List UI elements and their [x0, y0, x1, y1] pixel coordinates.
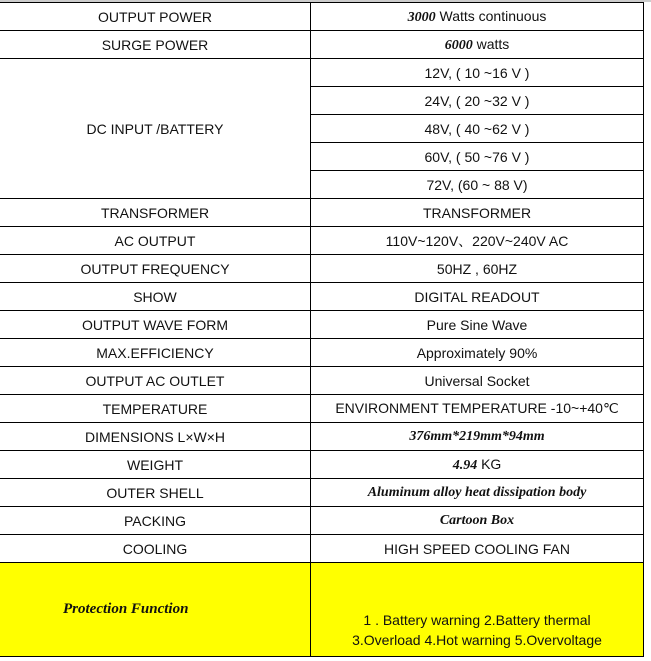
spec-label: WEIGHT — [0, 451, 311, 479]
spec-value: 6000 watts — [311, 31, 644, 59]
spec-value: Approximately 90% — [311, 339, 644, 367]
protection-row — [0, 563, 644, 657]
table-row — [0, 283, 644, 311]
spec-label: PACKING — [0, 507, 311, 535]
spec-value: 376mm*219mm*94mm — [311, 423, 644, 451]
spec-value: Universal Socket — [311, 367, 644, 395]
spec-value: 110V~120V、220V~240V AC — [311, 227, 644, 255]
spec-label: TEMPERATURE — [0, 395, 311, 423]
spec-value: 3000 Watts continuous — [311, 3, 644, 31]
spec-value: 4.94 KG — [311, 451, 644, 479]
table-row — [0, 3, 644, 31]
table-row — [0, 479, 644, 507]
spec-value: 50HZ , 60HZ — [311, 255, 644, 283]
spec-value: 48V, ( 40 ~62 V ) — [311, 115, 644, 143]
spec-label: AC OUTPUT — [0, 227, 311, 255]
table-row — [0, 535, 644, 563]
table-row — [0, 227, 644, 255]
spec-label: OUTPUT WAVE FORM — [0, 311, 311, 339]
spec-label: OUTPUT AC OUTLET — [0, 367, 311, 395]
spec-label: SURGE POWER — [0, 31, 311, 59]
spec-label: OUTER SHELL — [0, 479, 311, 507]
table-row — [0, 451, 644, 479]
spec-value: Aluminum alloy heat dissipation body — [311, 479, 644, 507]
spec-label: MAX.EFFICIENCY — [0, 339, 311, 367]
spec-label: DIMENSIONS L×W×H — [0, 423, 311, 451]
spec-label: COOLING — [0, 535, 311, 563]
table-row — [0, 255, 644, 283]
spec-value: Cartoon Box — [311, 507, 644, 535]
table-row — [0, 395, 644, 423]
table-row — [0, 199, 644, 227]
spec-value: 12V, ( 10 ~16 V ) — [311, 59, 644, 87]
table-row — [0, 31, 644, 59]
protection-value: 1 . Battery warning 2.Battery thermal 3.Overload 4.Hot warning 5.Overvoltage — [311, 563, 644, 657]
spec-value: Pure Sine Wave — [311, 311, 644, 339]
table-row — [0, 367, 644, 395]
spec-label: OUTPUT POWER — [0, 3, 311, 31]
protection-label: Protection Function — [0, 563, 311, 657]
spec-value: TRANSFORMER — [311, 199, 644, 227]
spec-value: 72V, (60 ~ 88 V) — [311, 171, 644, 199]
spec-value: 24V, ( 20 ~32 V ) — [311, 87, 644, 115]
table-row — [0, 423, 644, 451]
spec-value: 60V, ( 50 ~76 V ) — [311, 143, 644, 171]
spec-value: DIGITAL READOUT — [311, 283, 644, 311]
spec-label: DC INPUT /BATTERY — [0, 59, 311, 199]
spec-label: SHOW — [0, 283, 311, 311]
spec-label: OUTPUT FREQUENCY — [0, 255, 311, 283]
spec-label: TRANSFORMER — [0, 199, 311, 227]
table-row — [0, 339, 644, 367]
spec-table — [0, 2, 644, 657]
spec-value: HIGH SPEED COOLING FAN — [311, 535, 644, 563]
table-row — [0, 311, 644, 339]
table-row — [0, 507, 644, 535]
spec-value: ENVIRONMENT TEMPERATURE -10~+40℃ — [311, 395, 644, 423]
table-row — [0, 59, 644, 87]
